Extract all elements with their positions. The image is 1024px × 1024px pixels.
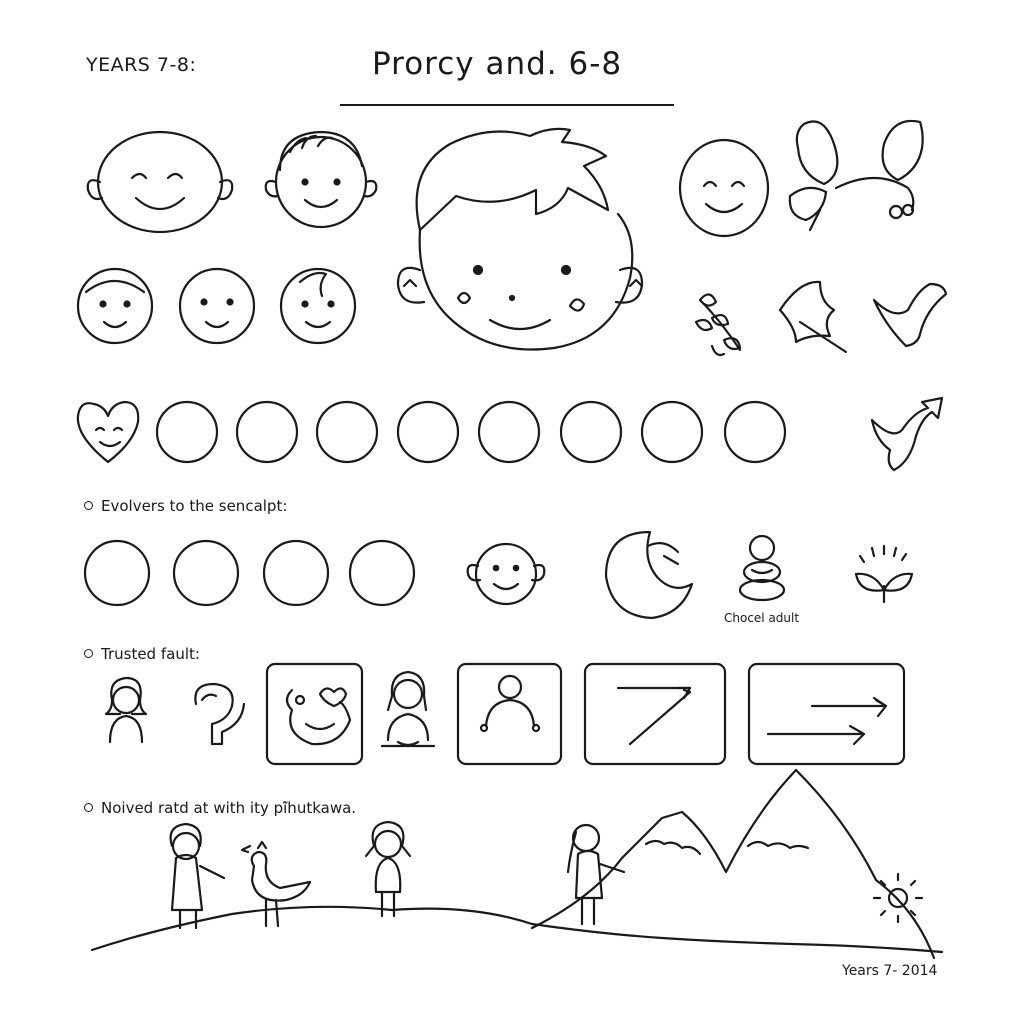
landscape-ground <box>92 907 942 952</box>
section-label-text: Trusted fault: <box>101 645 200 663</box>
face-icon <box>281 269 355 343</box>
answer-circle-row-2 <box>85 541 414 605</box>
stacked-figure-icon <box>740 536 784 600</box>
section-label-text: Noived ratd at with ity pi̇̃hutkawa. <box>101 799 357 817</box>
page-title: Prorcy and. 6-8 <box>372 46 623 82</box>
years-label: YEARS 7-8: <box>86 54 197 76</box>
large-boy-face-icon <box>398 129 642 350</box>
sun-icon <box>874 874 922 922</box>
woman-pointing-icon <box>171 824 224 928</box>
section-label-text: Evolvers to the sencalpt: <box>101 497 288 515</box>
card-double-arrow-icon <box>749 664 904 764</box>
standing-girl-icon <box>366 822 410 916</box>
girl-icon <box>106 678 146 742</box>
leaf-sprig-icon <box>696 294 740 355</box>
heart-face-icon <box>78 402 138 462</box>
question-icon <box>195 684 244 744</box>
face-icon <box>180 269 254 343</box>
smiling-face-icon <box>88 132 233 232</box>
caption-chocel-adult: Chocel adult <box>724 611 800 625</box>
round-face-icon <box>680 140 768 236</box>
answer-circle-row-1 <box>157 402 785 462</box>
leaf-branch-icon <box>790 121 923 230</box>
sprout-icon <box>856 546 912 602</box>
card-person-icon <box>458 664 561 764</box>
face-icon <box>78 269 152 343</box>
monkey-face-icon <box>468 544 545 604</box>
bird-icon <box>242 842 310 926</box>
moon-icon <box>606 532 692 618</box>
boy-face-icon <box>266 132 377 227</box>
bird-arrow-icon <box>872 398 942 470</box>
hiking-girl-icon <box>568 825 624 924</box>
bird-shape-icon <box>874 284 946 346</box>
mountain-icon <box>532 770 934 958</box>
footer-label: Years 7- 2014 <box>842 963 938 979</box>
leaf-icon <box>780 282 846 352</box>
card-frog-icon <box>267 664 362 764</box>
card-arrow-icon <box>585 664 725 764</box>
sitting-girl-icon <box>382 672 434 746</box>
